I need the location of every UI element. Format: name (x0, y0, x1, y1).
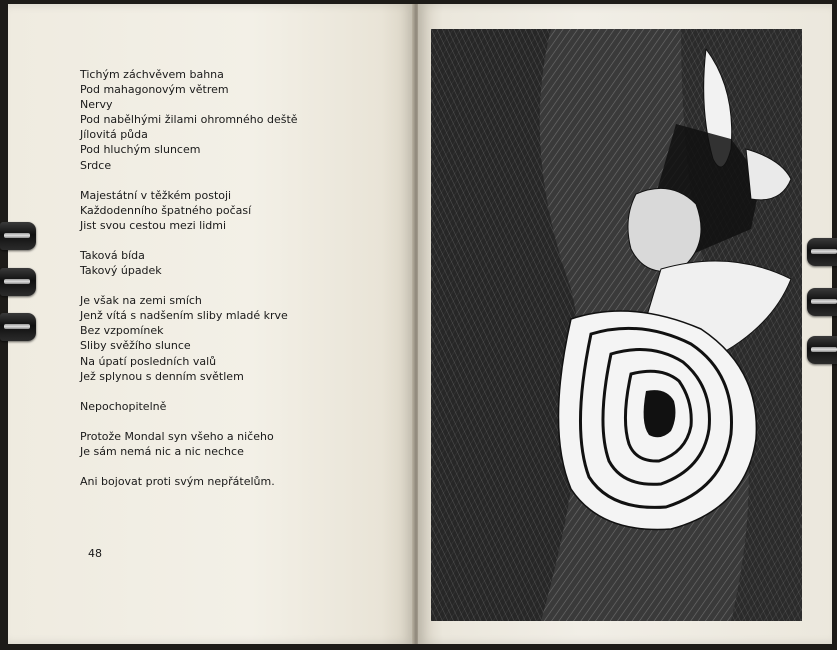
poem-text (80, 67, 400, 504)
poem-line: Bez vzpomínek (80, 324, 164, 338)
poem-line: Nepochopitelně (80, 399, 167, 413)
poem-line: Takový úpadek (80, 264, 162, 278)
binder-clip-icon (0, 313, 36, 341)
poem-line: Taková bída (80, 248, 145, 262)
poem-line: Pod nabělhými žilami ohromného deště (80, 113, 298, 127)
binder-clip-icon (0, 222, 36, 250)
poem-line: Protože Mondal syn všeho a ničeho (80, 429, 274, 443)
poem-line: Ani bojovat proti svým nepřátelům. (80, 474, 275, 488)
stanza-7 (80, 474, 400, 489)
poem-line: Je sám nemá nic a nic nechce (80, 444, 244, 458)
collage-illustration (431, 29, 802, 621)
binder-clip-icon (807, 288, 837, 316)
poem-line: Nervy (80, 98, 113, 112)
stanza-3 (80, 248, 400, 278)
stanza-6 (80, 429, 400, 459)
poem-line: Majestátní v těžkém postoji (80, 188, 232, 202)
binder-clip-icon (807, 336, 837, 364)
poem-line: Sliby svěžího slunce (80, 339, 191, 353)
collage-artwork (431, 29, 802, 621)
poem-line: Jílovitá půda (80, 128, 148, 142)
poem-line: Každodenního špatného počasí (80, 203, 252, 217)
poem-line: Jež splynou s denním světlem (80, 369, 244, 383)
binder-clip-icon (0, 268, 36, 296)
stanza-2 (80, 188, 400, 233)
stanza-5 (80, 399, 400, 414)
poem-line: Na úpatí posledních valů (80, 354, 217, 368)
poem-line: Je však na zemi smích (80, 294, 202, 308)
stanza-4 (80, 293, 400, 384)
poem-line: Pod hluchým sluncem (80, 143, 201, 157)
poem-line: Tichým záchvěvem bahna (80, 68, 224, 81)
binder-clip-icon (807, 238, 837, 266)
poem-line: Pod mahagonovým větrem (80, 83, 229, 97)
page-number: 48 (88, 547, 102, 560)
poem-line: Srdce (80, 158, 112, 172)
stanza-1 (80, 67, 400, 173)
poem-line: Jenž vítá s nadšením sliby mladé krve (80, 309, 288, 323)
poem-line: Jist svou cestou mezi lidmi (80, 218, 227, 232)
